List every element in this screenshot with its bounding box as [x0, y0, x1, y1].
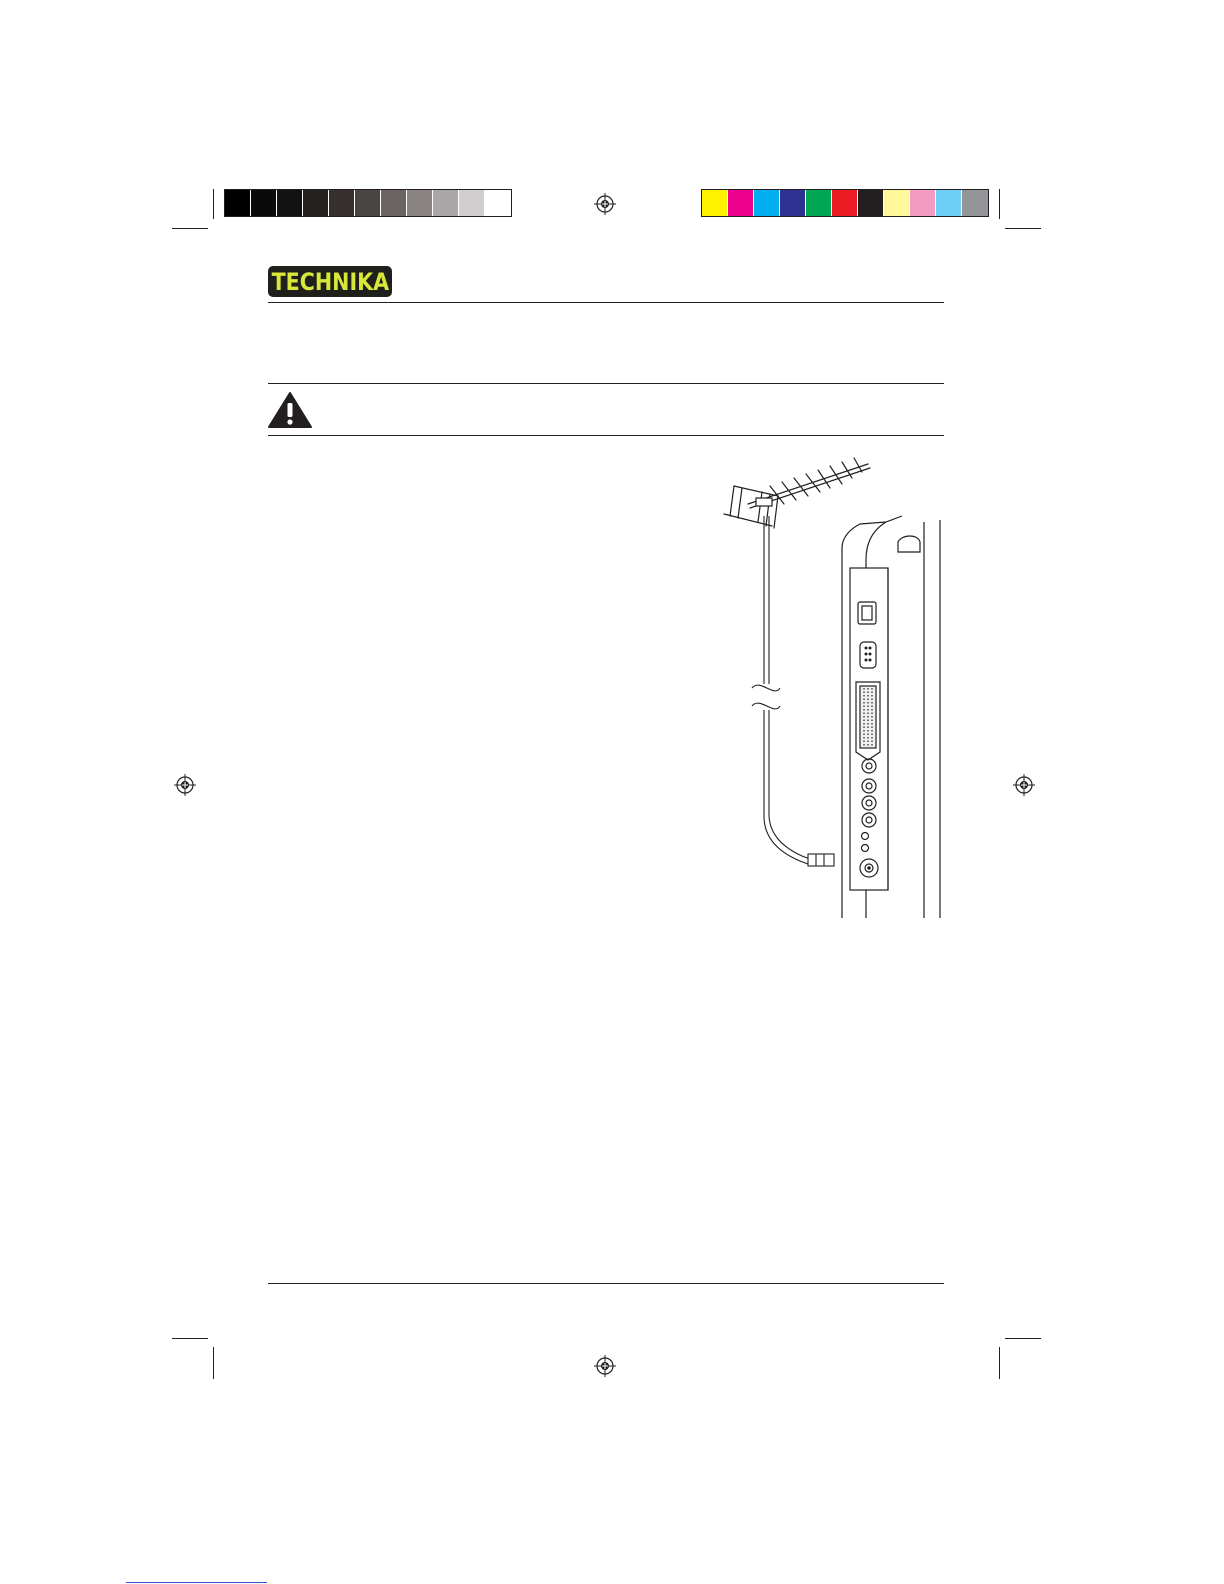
color-swatch	[832, 190, 858, 216]
registration-crosshair-icon	[594, 193, 616, 215]
warning-top-rule	[268, 383, 944, 384]
gray-swatch	[225, 190, 251, 216]
warning-triangle-icon	[267, 391, 313, 429]
color-swatch	[780, 190, 806, 216]
gray-swatch	[329, 190, 355, 216]
header-rule	[268, 302, 944, 303]
logo-text: TECHNIKA	[271, 267, 389, 296]
warning-bottom-rule	[268, 435, 944, 436]
color-swatch	[806, 190, 832, 216]
crop-mark-top-right-h	[1005, 228, 1041, 229]
technika-logo	[268, 266, 392, 297]
color-swatch	[962, 190, 988, 216]
gray-swatch	[251, 190, 277, 216]
color-swatch	[936, 190, 962, 216]
color-swatch	[702, 190, 728, 216]
gray-swatch	[433, 190, 459, 216]
antenna-icon	[724, 458, 870, 528]
crop-mark-top-left-v	[213, 189, 214, 219]
gray-swatch	[277, 190, 303, 216]
registration-crosshair-icon	[594, 1355, 616, 1377]
crop-mark-bottom-left-h	[172, 1338, 208, 1339]
crop-mark-bottom-right-v	[999, 1347, 1000, 1379]
page-link-underline	[126, 1582, 267, 1583]
crop-mark-top-left-h	[172, 228, 208, 229]
color-swatch	[884, 190, 910, 216]
gray-swatch	[303, 190, 329, 216]
crop-mark-top-right-v	[999, 189, 1000, 219]
gray-swatch	[381, 190, 407, 216]
gray-swatch	[485, 190, 511, 216]
gray-swatch	[355, 190, 381, 216]
color-calibration-bar	[701, 189, 989, 217]
color-swatch	[754, 190, 780, 216]
coax-cable	[752, 516, 834, 866]
antenna-to-tv-connection-diagram	[720, 456, 950, 922]
gray-swatch	[407, 190, 433, 216]
color-swatch	[910, 190, 936, 216]
footer-rule	[268, 1283, 944, 1284]
gray-scale-bar	[224, 189, 512, 217]
gray-swatch	[459, 190, 485, 216]
registration-crosshair-icon	[174, 774, 196, 796]
crop-mark-bottom-right-h	[1005, 1338, 1041, 1339]
color-swatch	[728, 190, 754, 216]
crop-mark-bottom-left-v	[213, 1347, 214, 1379]
tv-side-panel	[842, 516, 940, 918]
color-swatch	[858, 190, 884, 216]
registration-crosshair-icon	[1013, 774, 1035, 796]
